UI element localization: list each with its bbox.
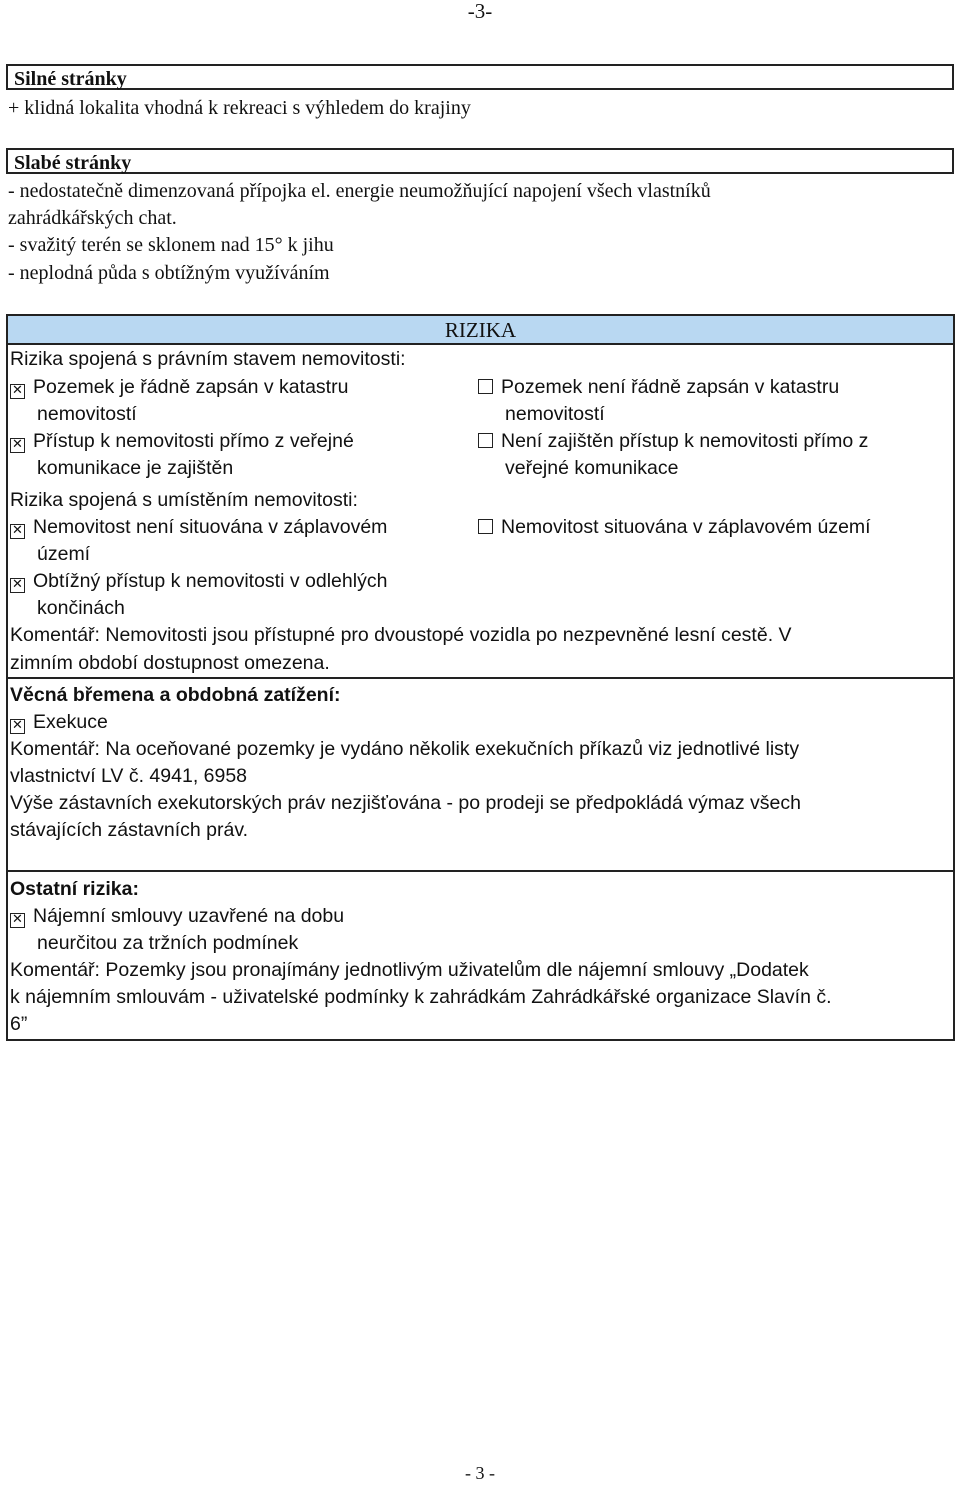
- easement-comment-line: vlastnictví LV č. 4941, 6958: [10, 765, 248, 787]
- other-risks-heading: Ostatní rizika:: [10, 878, 139, 900]
- easements-heading: Věcná břemena a obdobná zatížení:: [10, 684, 341, 706]
- checkbox-label-cont: nemovitostí: [37, 403, 137, 425]
- section-divider: [6, 870, 955, 872]
- other-comment-line: k nájemním smlouvám - uživatelské podmínky k zahrádkám Zahrádkářské organizace Slavín č.: [10, 986, 832, 1008]
- page-number-top: -3-: [467, 0, 493, 23]
- checkbox-label: Není zajištěn přístup k nemovitosti přímo z: [501, 430, 869, 452]
- location-left-item-1: [10, 514, 387, 541]
- checkbox-label: Pozemek není řádně zapsán v katastru: [501, 376, 840, 398]
- checkbox-label-cont: nemovitostí: [505, 403, 605, 425]
- checkbox-label: Nemovitost situována v záplavovém území: [501, 516, 871, 538]
- weakness-line: - neplodná půda s obtížným využíváním: [8, 262, 330, 284]
- easement-item: [10, 709, 108, 736]
- weakness-line: - svažitý terén se sklonem nad 15° k jihu: [8, 234, 334, 256]
- location-right-item-1: [478, 514, 871, 541]
- checkbox-label-cont: území: [37, 543, 91, 565]
- section-divider: [6, 677, 955, 679]
- checkbox-label-cont: neurčitou za tržních podmínek: [37, 932, 299, 954]
- location-risks-heading: Rizika spojená s umístěním nemovitosti:: [10, 489, 358, 511]
- easement-comment-line: stávajících zástavních práv.: [10, 819, 249, 841]
- legal-left-item-2: [10, 428, 354, 455]
- checked-box-icon: ✕: [10, 913, 25, 928]
- easement-comment-line: Výše zástavních exekutorských práv nezjišťována - po prodeji se předpokládá výmaz všech: [10, 792, 801, 814]
- checkbox-label: Pozemek je řádně zapsán v katastru: [33, 376, 349, 398]
- checkbox-label: Přístup k nemovitosti přímo z veřejné: [33, 430, 354, 452]
- risks-heading: RIZIKA: [8, 316, 953, 345]
- checkbox-label: Exekuce: [33, 711, 108, 733]
- other-comment-line: Komentář: Pozemky jsou pronajímány jednotlivým uživatelům dle nájemní smlouvy „Dodatek: [10, 959, 809, 981]
- weakness-line: - nedostatečně dimenzovaná přípojka el. energie neumožňující napojení všech vlastníků: [8, 180, 711, 202]
- strength-item: + klidná lokalita vhodná k rekreaci s výhledem do krajiny: [8, 97, 471, 119]
- other-comment-line: 6”: [10, 1013, 28, 1035]
- other-risk-item: [10, 903, 344, 930]
- unchecked-box-icon: [478, 519, 493, 534]
- unchecked-box-icon: [478, 433, 493, 448]
- checkbox-label: Nemovitost není situována v záplavovém: [33, 516, 388, 538]
- checkbox-label: Obtížný přístup k nemovitosti v odlehlých: [33, 570, 388, 592]
- location-comment-line: zimním období dostupnost omezena.: [10, 652, 330, 674]
- checkbox-label-cont: komunikace je zajištěn: [37, 457, 234, 479]
- weakness-line: zahrádkářských chat.: [8, 207, 177, 229]
- checkbox-label-cont: veřejné komunikace: [505, 457, 679, 479]
- easement-comment-line: Komentář: Na oceňované pozemky je vydáno několik exekučních příkazů viz jednotlivé listy: [10, 738, 800, 760]
- page-number-bottom: - 3 -: [465, 1463, 495, 1483]
- legal-right-item-1: [478, 374, 839, 401]
- legal-risks-heading: Rizika spojená s právním stavem nemovitosti:: [10, 348, 406, 370]
- legal-right-item-2: [478, 428, 868, 455]
- checked-box-icon: ✕: [10, 438, 25, 453]
- checkbox-label-cont: končinách: [37, 597, 125, 619]
- checked-box-icon: ✕: [10, 384, 25, 399]
- checked-box-icon: ✕: [10, 524, 25, 539]
- location-comment-line: Komentář: Nemovitosti jsou přístupné pro dvoustopé vozidla po nezpevněné lesní cestě. V: [10, 624, 792, 646]
- checked-box-icon: ✕: [10, 578, 25, 593]
- checked-box-icon: ✕: [10, 719, 25, 734]
- legal-left-item-1: [10, 374, 348, 401]
- weaknesses-heading: Slabé stránky: [6, 148, 954, 174]
- location-left-item-2: [10, 568, 387, 595]
- strengths-heading: Silné stránky: [6, 64, 954, 90]
- checkbox-label: Nájemní smlouvy uzavřené na dobu: [33, 905, 345, 927]
- unchecked-box-icon: [478, 379, 493, 394]
